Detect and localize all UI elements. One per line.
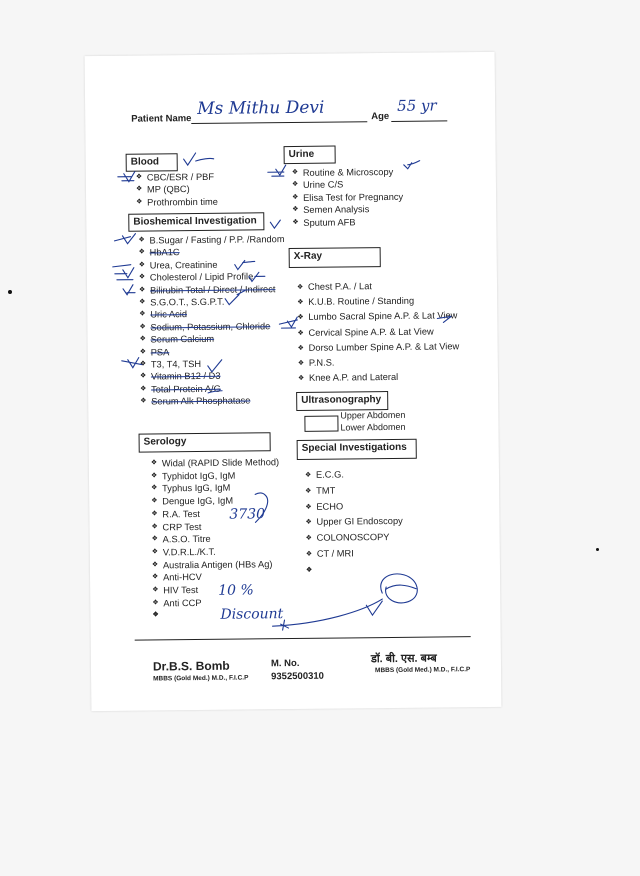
list-item (298, 354, 460, 371)
list-item (306, 530, 403, 547)
list-item (297, 309, 459, 326)
list-item (136, 183, 218, 196)
serology-item-label: Anti-HCV (162, 572, 202, 583)
list-item (297, 278, 459, 295)
urine-item-label: Sputum AFB (303, 216, 356, 228)
xray-item-label: Dorso Lumber Spine A.P. & Lat View (308, 341, 460, 353)
special-test-list (305, 467, 403, 563)
blood-item-label: Prothrombin time (147, 196, 218, 208)
biochem-item-label: Serum Calcium (150, 334, 215, 345)
serology-item-label: CRP Test (162, 521, 202, 532)
biochem-section-title: Bioshemical Investigation (128, 212, 264, 231)
blood-item-label: MP (QBC) (146, 184, 190, 195)
patient-name-value: Ms Mithu Devi (197, 97, 325, 119)
handwritten-discount-percent: 10 % (218, 582, 254, 599)
footer-divider (135, 636, 471, 641)
serology-test-list (151, 456, 281, 610)
biochem-item-label: PSA (150, 346, 170, 358)
biochem-test-list (138, 233, 286, 408)
list-item (140, 394, 286, 408)
special-section-title: Special Investigations (297, 439, 417, 460)
handwritten-amount: 3730 (229, 506, 266, 523)
serology-item-label: Typhus IgG, IgM (162, 483, 231, 494)
biochem-item-label: HbA1C (149, 247, 180, 258)
serology-item-label: V.D.R.L./K.T. (162, 546, 216, 558)
list-item (305, 467, 402, 484)
xray-item-label: P.N.S. (308, 357, 335, 368)
list-item (298, 369, 460, 386)
blood-section-title: Blood (126, 153, 178, 172)
blood-item-label: CBC/ESR / PBF (146, 171, 215, 183)
age-label: Age (371, 110, 390, 123)
urine-item-label: Elisa Test for Pregnancy (303, 191, 404, 203)
biochem-item-label: B.Sugar / Fasting / P.P. /Random (149, 234, 285, 246)
urine-item-label: Urine C/S (302, 179, 344, 191)
serology-item-label: HIV Test (163, 585, 199, 596)
list-item (292, 215, 403, 229)
mobile-label: M. No. (270, 657, 300, 670)
list-item (292, 203, 403, 217)
age-line (391, 120, 447, 122)
age-value: 55 yr (397, 96, 437, 115)
prescription-sheet (85, 52, 502, 711)
biochem-item-label: T3, T4, TSH (150, 359, 202, 370)
punch-hole-mark (8, 290, 12, 294)
list-item (136, 196, 218, 209)
ultrasound-upper: Upper Abdomen (340, 409, 406, 421)
list-item (292, 191, 403, 205)
ultrasound-checkbox (304, 416, 338, 432)
special-item-label: CT / MRI (316, 548, 354, 559)
doctor-name-hindi: डॉ. बी. एस. बम्ब (370, 652, 437, 666)
serology-item-label: Typhidot IgG, IgM (161, 470, 236, 482)
list-item (136, 171, 218, 184)
biochem-item-label: Vitamin B12 / D3 (150, 371, 221, 382)
patient-name-line (191, 121, 367, 124)
scan-speck (596, 548, 599, 551)
special-item-label: TMT (316, 485, 336, 496)
xray-item-label: Cervical Spine A.P. & Lat View (308, 326, 434, 338)
ultrasound-section-title: Ultrasonography (296, 391, 388, 411)
list-item (306, 546, 403, 563)
serology-item-label: Australia Antigen (HBs Ag) (162, 558, 273, 570)
list-item (292, 166, 403, 180)
xray-item-label: Knee A.P. and Lateral (308, 372, 399, 384)
serology-item-label: R.A. Test (162, 508, 200, 520)
serology-section-title: Serology (139, 432, 271, 452)
urine-item-label: Semen Analysis (303, 204, 370, 216)
biochem-item-label: Total Protein A/G (151, 383, 221, 395)
special-item-label: E.C.G. (315, 469, 344, 480)
blood-test-list (136, 171, 218, 209)
special-item-label: Upper GI Endoscopy (316, 516, 403, 528)
xray-section-title: X-Ray (289, 247, 381, 268)
patient-name-label: Patient Name (131, 113, 192, 125)
biochem-item-label: Sodium, Potassium, Chloride (150, 321, 271, 333)
serology-item-label: Anti CCP (163, 597, 202, 609)
list-item (298, 339, 460, 356)
list-item (297, 293, 459, 310)
serology-item-label: A.S.O. Titre (162, 534, 211, 545)
xray-item-label: Lumbo Sacral Spine A.P. & Lat View (308, 310, 458, 323)
biochem-item-label: Serum Alk Phosphatase (151, 395, 251, 407)
special-item-label: COLONOSCOPY (316, 532, 390, 543)
serology-item-label: Dengue IgG, IgM (162, 495, 234, 507)
list-item (305, 498, 402, 515)
biochem-item-label: S.G.O.T., S.G.P.T. (150, 296, 225, 308)
doctor-name-english: Dr.B.S. Bomb (152, 658, 230, 674)
list-item (305, 483, 402, 500)
list-item (292, 178, 403, 192)
biochem-item-label: Uric Acid (150, 309, 188, 320)
ultrasound-lower: Lower Abdomen (340, 421, 406, 433)
list-item (297, 324, 459, 341)
biochem-item-label: Cholesterol / Lipid Profile (149, 271, 254, 283)
mobile-number: 9352500310 (271, 670, 324, 683)
list-item (305, 514, 402, 531)
xray-test-list (297, 278, 460, 386)
urine-section-title: Urine (284, 146, 336, 165)
doctor-qualification-english: MBBS (Gold Med.) M.D., F.I.C.P (153, 674, 249, 683)
biochem-item-label: Bilirubin Total / Direct / Indirect (149, 283, 276, 296)
xray-item-label: Chest P.A. / Lat (307, 281, 372, 292)
serology-item-label: Widal (RAPID Slide Method) (161, 457, 280, 469)
doctor-qualification-hindi: MBBS (Gold Med.) M.D., F.I.C.P (374, 666, 471, 675)
xray-item-label: K.U.B. Routine / Standing (308, 295, 415, 308)
special-item-label: ECHO (316, 501, 344, 512)
biochem-item-label: Urea, Creatinine (149, 259, 218, 271)
handwritten-discount-word: Discount (220, 606, 284, 623)
urine-test-list (292, 166, 404, 229)
urine-item-label: Routine & Microscopy (302, 166, 394, 178)
